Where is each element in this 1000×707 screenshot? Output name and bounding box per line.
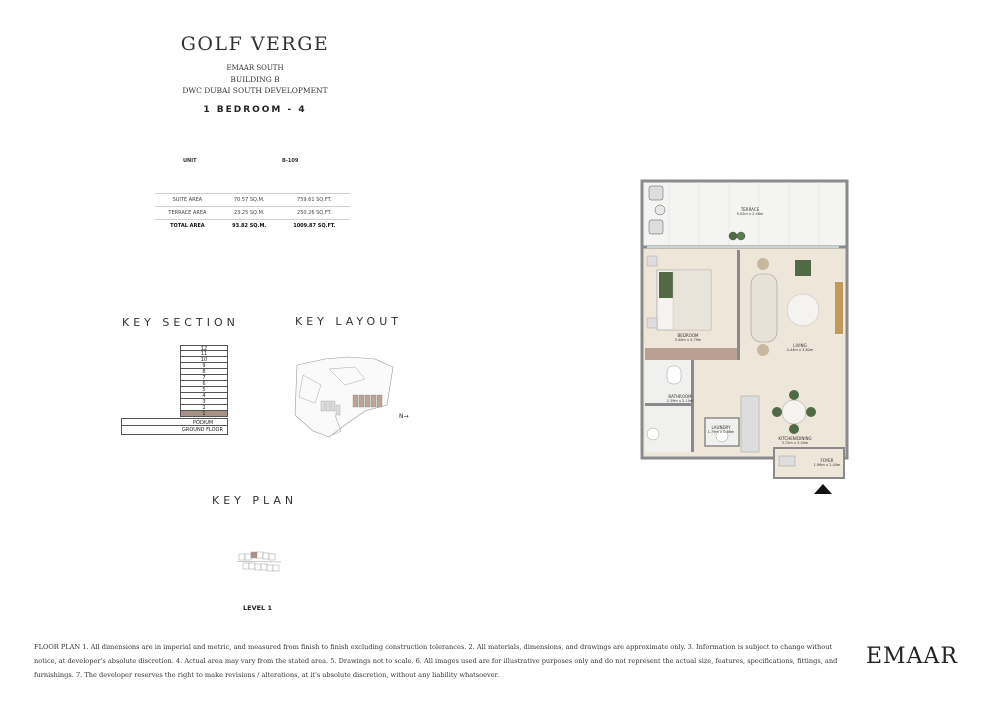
terrace-dim: 9.02m x 2.46m	[736, 212, 764, 216]
foyer-dim: 1.96m x 2.40m	[813, 463, 841, 467]
key-section-heading: KEY SECTION	[122, 316, 239, 329]
north-label: N	[399, 413, 404, 420]
room-foyer	[810, 458, 844, 467]
living-dim: 4.44m x 3.82m	[786, 348, 814, 352]
key-plan-heading: KEY PLAN	[212, 494, 298, 507]
terrace-name: TERRACE	[740, 207, 760, 212]
key-layout-map	[285, 345, 415, 440]
area-sqft: 1009.87 SQ.FT.	[279, 220, 350, 233]
podium-label: PODIUM	[193, 420, 214, 426]
arrow-right-icon: →	[403, 413, 409, 420]
key-layout-heading: KEY LAYOUT	[295, 315, 402, 328]
disclaimer-notes: FLOOR PLAN 1. All dimensions are in imperial and metric, and measured from finish to finish excluding construction tolerances. 2. All materials, dimensions, and drawings are approximate only. 3. Information is subject to change without notice, at developer's absolute discretion. 4. Actual area may vary from the stated area. 5. Drawings not to scale. 6. All images used are for illustrative purposes only and do not represent the actual size, features, specifications, fittings, and furnishings. 7. The developer reserves the right to make revisions / alterations, at it's absolute discretion, without any liability whatsoever.	[34, 643, 838, 679]
kitchen-dim: 3.72m x 3.40m	[781, 441, 809, 445]
north-arrow	[399, 413, 409, 420]
area-sqm: 70.57 SQ.M.	[220, 194, 279, 207]
area-sqft: 759.61 SQ.FT.	[279, 194, 350, 207]
floor-5: 5	[180, 387, 228, 393]
area-sqm: 23.25 SQ.M.	[220, 207, 279, 220]
unit-value: B-109	[282, 158, 299, 164]
development-name: DWC DUBAI SOUTH DEVELOPMENT	[182, 86, 328, 95]
floor-11: 11	[180, 351, 228, 357]
bathroom-name: BATHROOM	[668, 394, 692, 399]
room-laundry	[701, 425, 741, 434]
floor-8: 8	[180, 369, 228, 375]
area-name: TOTAL AREA	[155, 220, 220, 233]
floor-9: 9	[180, 363, 228, 369]
room-living	[775, 343, 825, 352]
ground-floor-label: GROUND FLOOR	[182, 427, 223, 433]
laundry-name: LAUNDRY	[711, 425, 731, 430]
level-label: LEVEL 1	[243, 604, 272, 612]
living-name: LIVING	[793, 343, 807, 348]
floor-2: 2	[180, 405, 228, 411]
community-name: EMAAR SOUTH	[226, 64, 284, 72]
entry-arrow-icon	[814, 484, 832, 494]
floor-12: 12	[180, 345, 228, 351]
bedroom-name: BEDROOM	[677, 333, 699, 338]
table-row	[155, 194, 350, 207]
table-row-total	[155, 220, 350, 233]
emaar-logo: EMAAR	[866, 644, 958, 669]
floor-1-highlighted: 1	[180, 411, 228, 417]
bedroom-dim: 3.40m x 4.79m	[674, 338, 702, 342]
room-terrace	[720, 207, 780, 216]
floor-4: 4	[180, 393, 228, 399]
room-kitchen-dining	[770, 436, 820, 445]
bathroom-dim: 2.39m x 2.10m	[666, 399, 694, 403]
table-row	[155, 207, 350, 220]
floor-7: 7	[180, 375, 228, 381]
area-table	[155, 193, 350, 232]
area-sqm: 93.82 SQ.M.	[220, 220, 279, 233]
floor-3: 3	[180, 399, 228, 405]
room-bedroom	[663, 333, 713, 342]
area-name: SUITE AREA	[155, 194, 220, 207]
floor-10: 10	[180, 357, 228, 363]
room-bathroom	[655, 394, 705, 403]
area-sqft: 250.26 SQ.FT.	[279, 207, 350, 220]
project-logo: GOLF VERGE	[180, 33, 330, 55]
floor-6: 6	[180, 381, 228, 387]
building-name: BUILDING B	[230, 75, 280, 84]
laundry-dim: 1.79m x 0.86m	[707, 430, 735, 434]
foyer-name: FOYER	[820, 458, 834, 463]
unit-label: UNIT	[183, 158, 197, 164]
area-name: TERRACE AREA	[155, 207, 220, 220]
kitchen-name: KITCHEN/DINING	[778, 436, 812, 441]
key-plan-diagram	[235, 548, 283, 576]
unit-type-title: 1 BEDROOM - 4	[203, 105, 307, 115]
